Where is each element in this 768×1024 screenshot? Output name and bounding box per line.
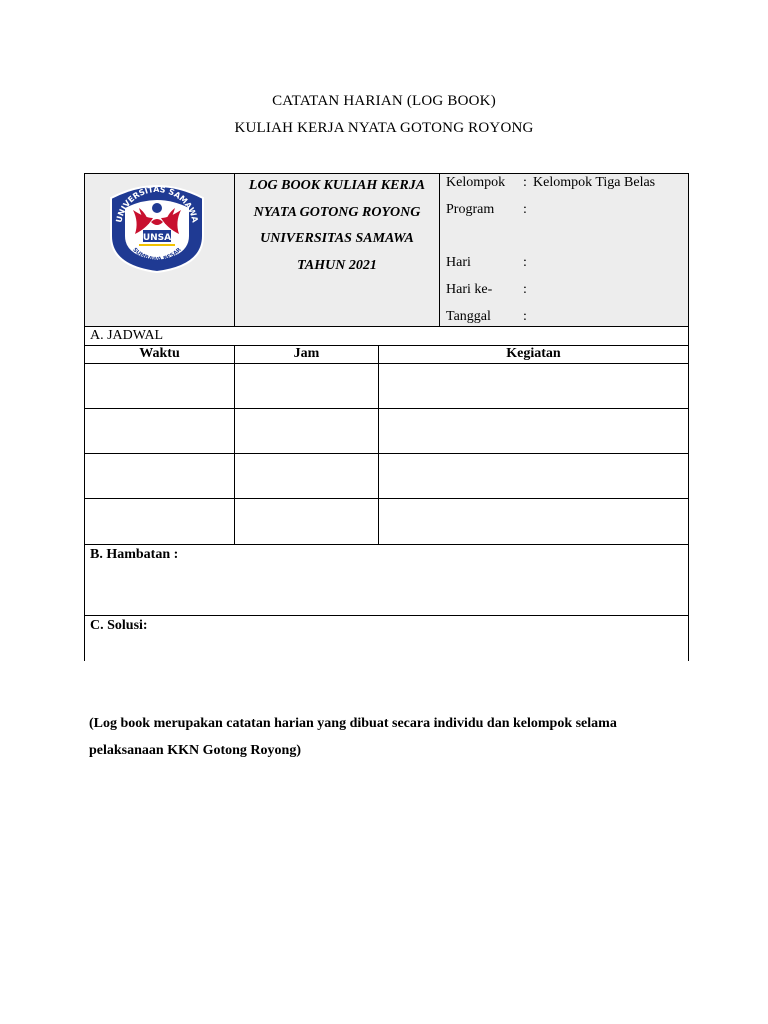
cell-jam[interactable] [235, 499, 378, 544]
header-title-line: LOG BOOK KULIAH KERJA [248, 178, 426, 193]
header-title [236, 173, 438, 279]
cell-waktu[interactable] [85, 364, 234, 408]
info-label-hari: Hari [446, 255, 471, 270]
cell-kegiatan[interactable] [379, 454, 688, 498]
cell-waktu[interactable] [85, 409, 234, 453]
logo-ring-bottom-text: SUMBAWA BESAR [131, 247, 183, 263]
header-title-line: UNIVERSITAS SAMAWA [260, 231, 414, 246]
info-label-kelompok: Kelompok [446, 175, 506, 190]
unsa-logo [103, 178, 211, 274]
info-colon: : [523, 255, 527, 270]
info-colon: : [523, 202, 527, 217]
column-header-waktu: Waktu [139, 346, 180, 361]
info-value-kelompok: Kelompok Tiga Belas [533, 175, 656, 190]
info-label-program: Program [446, 202, 495, 217]
cell-jam[interactable] [235, 409, 378, 453]
cell-kegiatan[interactable] [379, 364, 688, 408]
header-info-cell [440, 174, 688, 326]
section-jadwal-label: A. JADWAL [90, 328, 164, 343]
logo-center-text: UNSA [142, 233, 172, 243]
column-header-kegiatan: Kegiatan [506, 346, 561, 361]
info-colon: : [523, 282, 527, 297]
header-title-line: TAHUN 2021 [297, 257, 377, 273]
document-title-line2: KULIAH KERJA NYATA GOTONG ROYONG [234, 120, 534, 136]
header-title-line: NYATA GOTONG ROYONG [253, 204, 421, 220]
info-colon: : [523, 175, 527, 190]
logo-ring-top-text: UNIVERSITAS SAMAWA [114, 184, 200, 224]
section-hambatan-label: B. Hambatan : [90, 547, 179, 562]
section-solusi-label: C. Solusi: [90, 618, 148, 633]
cell-kegiatan[interactable] [379, 409, 688, 453]
document-title-line1: CATATAN HARIAN (LOG BOOK) [272, 93, 496, 109]
column-header-jam: Jam [293, 346, 320, 361]
cell-waktu[interactable] [85, 454, 234, 498]
info-label-tanggal: Tanggal [446, 309, 491, 324]
cell-kegiatan[interactable] [379, 499, 688, 544]
cell-jam[interactable] [235, 364, 378, 408]
footnote: (Log book merupakan catatan harian yang dibuat secara individu dan kelompok selama pelaksanaan KKN Gotong Royong) [89, 716, 617, 758]
cell-waktu[interactable] [85, 499, 234, 544]
cell-jam[interactable] [235, 454, 378, 498]
info-label-hari-ke: Hari ke- [446, 282, 493, 297]
info-colon: : [523, 309, 527, 324]
